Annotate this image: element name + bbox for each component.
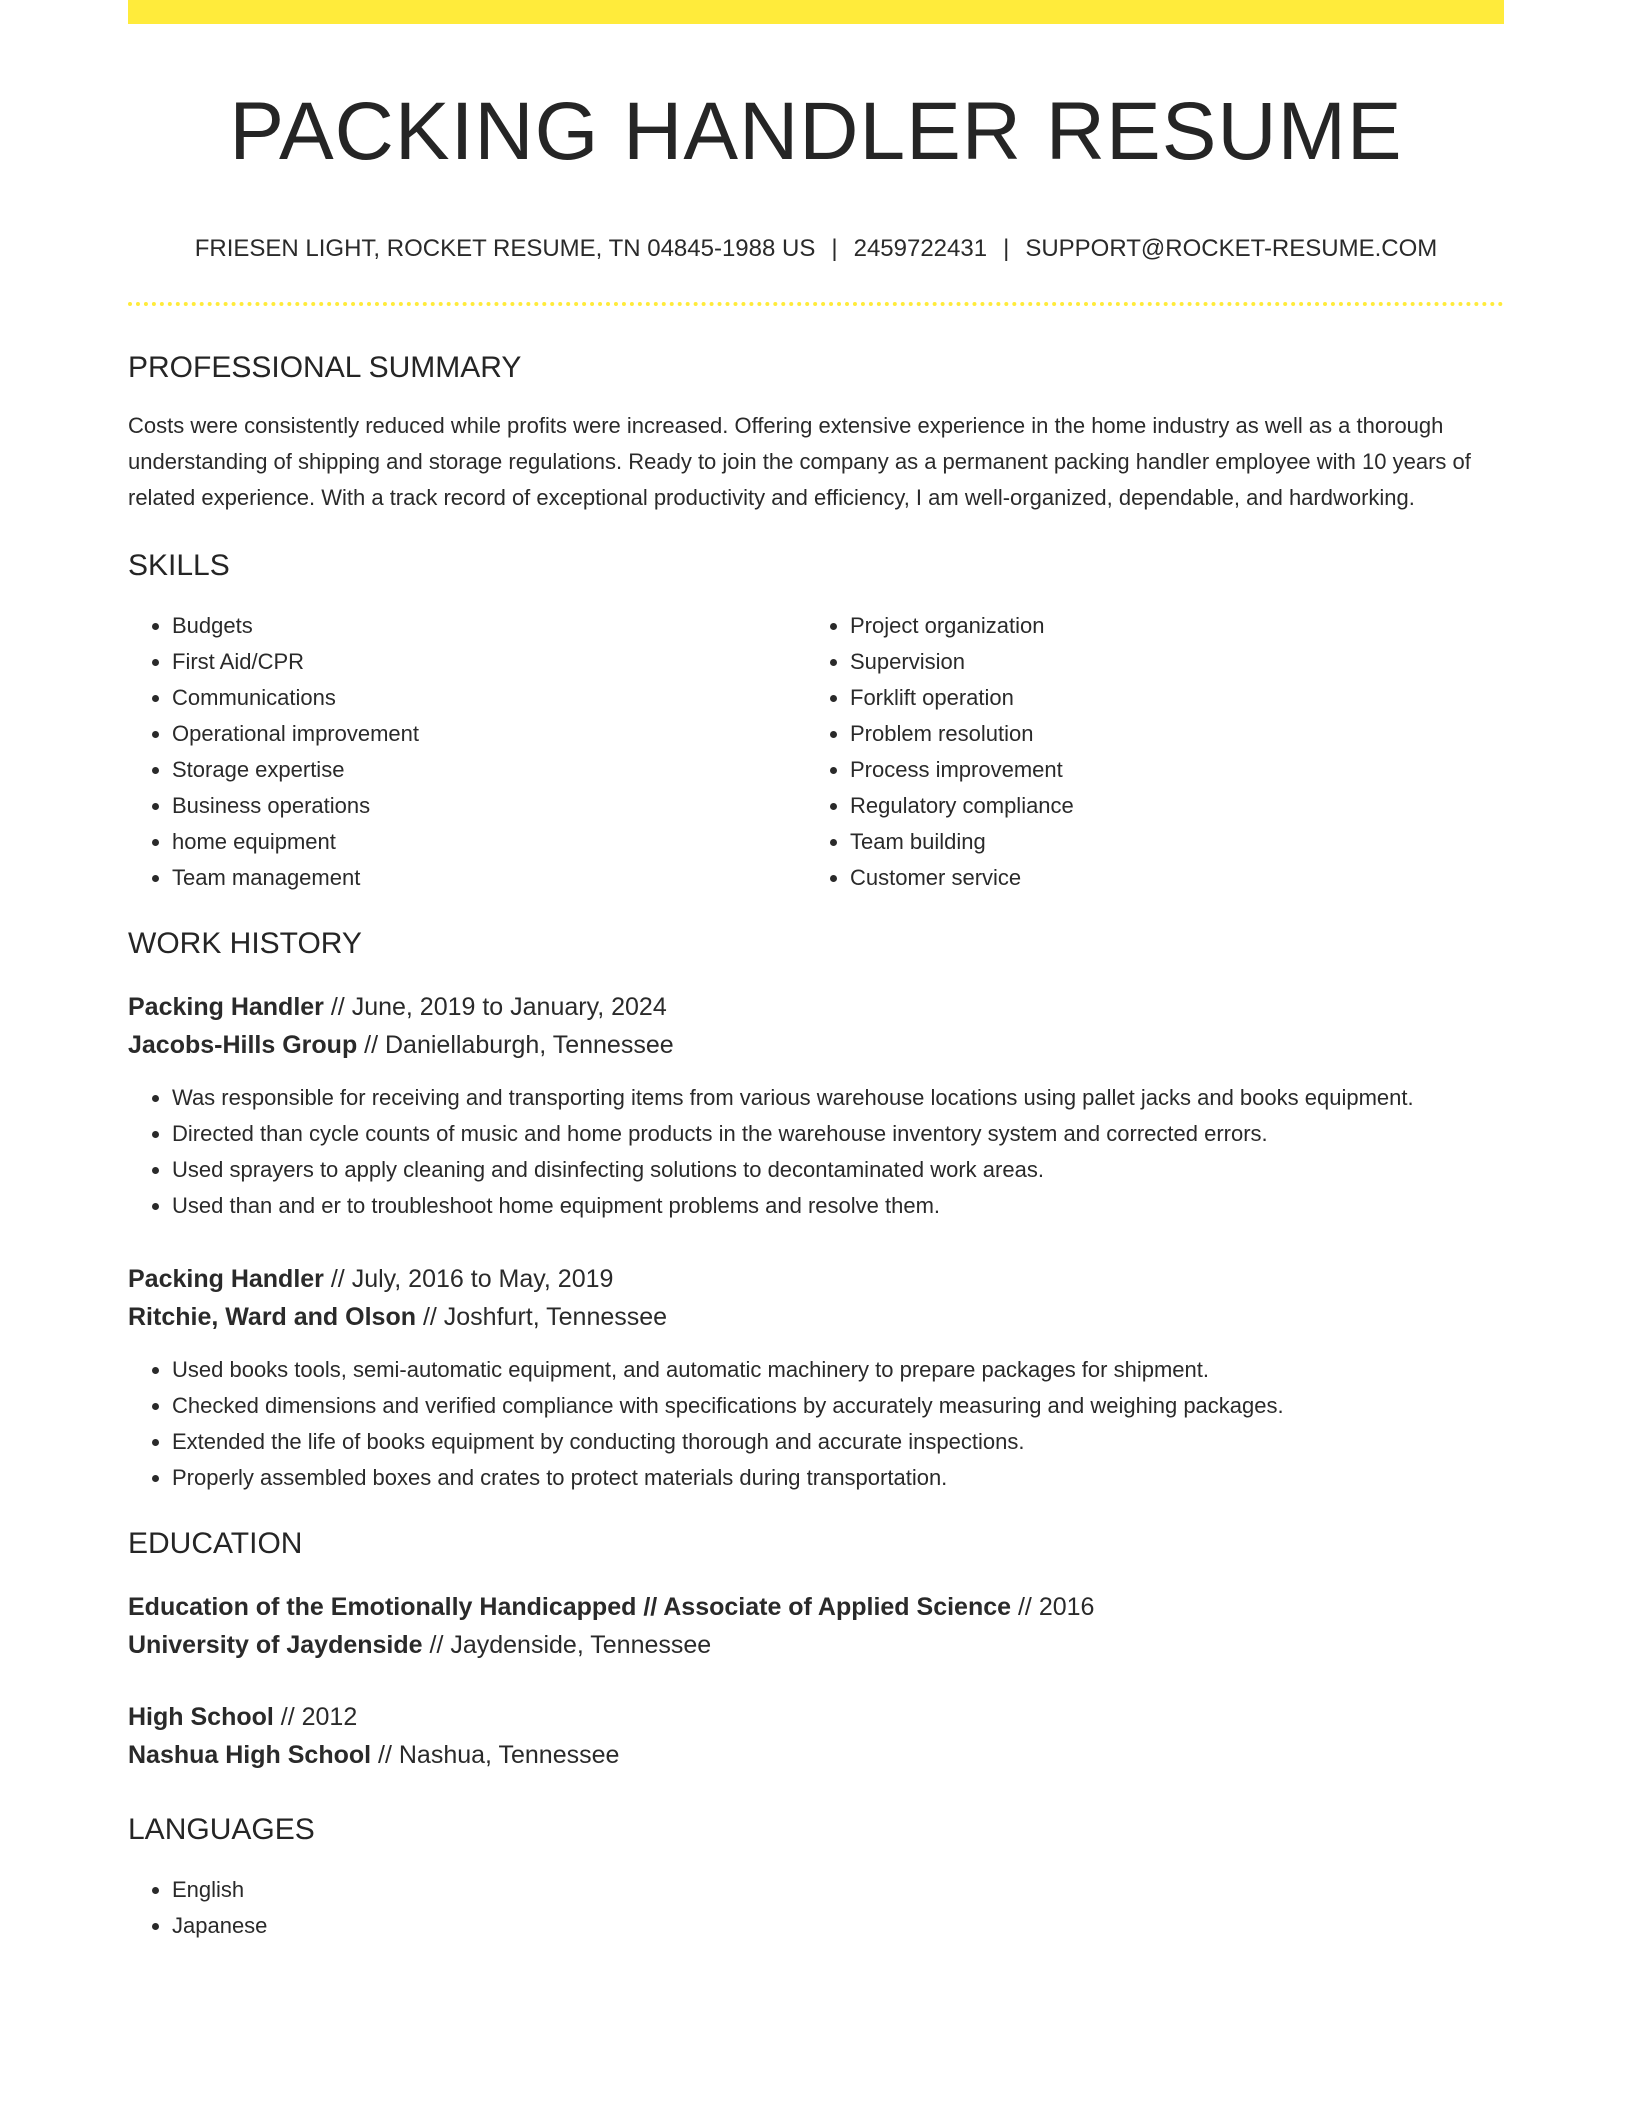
job-bullet: • Used sprayers to apply cleaning and disinfecting solutions to decontaminated work areas. xyxy=(172,1152,1504,1188)
education-heading: EDUCATION xyxy=(128,1527,303,1560)
job-location: // Joshfurt, Tennessee xyxy=(416,1303,668,1331)
job-company-line xyxy=(128,1026,1504,1064)
language-item: • English xyxy=(172,1872,1504,1908)
job-title: Packing Handler xyxy=(128,1265,324,1293)
languages-heading: LANGUAGES xyxy=(128,1813,315,1846)
page-title: PACKING HANDLER RESUME xyxy=(229,86,1403,177)
skill-item: • Forklift operation xyxy=(850,680,1484,716)
job-bullet: • Was responsible for receiving and transporting items from various warehouse locations using pallet jacks and books equipment. xyxy=(172,1080,1504,1116)
resume-page xyxy=(128,0,1504,1944)
skill-item: • Project organization xyxy=(850,608,1484,644)
skill-item: • Storage expertise xyxy=(172,752,806,788)
job-title-line xyxy=(128,1260,1504,1298)
contact-separator: | xyxy=(831,235,838,262)
skills-heading: SKILLS xyxy=(128,549,230,582)
skill-item: • Supervision xyxy=(850,644,1484,680)
skill-item: • Communications xyxy=(172,680,806,716)
skill-item: • home equipment xyxy=(172,824,806,860)
skill-item: • Team management xyxy=(172,860,806,896)
work-history-heading: WORK HISTORY xyxy=(128,927,362,960)
contact-separator: | xyxy=(1003,235,1010,262)
accent-bar xyxy=(128,0,1504,24)
school-location: // Jaydenside, Tennessee xyxy=(422,1631,712,1659)
job-dates: // July, 2016 to May, 2019 xyxy=(323,1265,614,1293)
skill-item: • Problem resolution xyxy=(850,716,1484,752)
job-bullet: • Properly assembled boxes and crates to protect materials during transportation. xyxy=(172,1460,1504,1496)
skill-item: • Regulatory compliance xyxy=(850,788,1484,824)
degree-line xyxy=(128,1698,1504,1736)
job-bullets xyxy=(128,1080,1504,1224)
degree: High School xyxy=(128,1703,274,1731)
contact-line xyxy=(128,234,1504,264)
degree-year: // 2012 xyxy=(273,1703,358,1731)
skill-item: • Process improvement xyxy=(850,752,1484,788)
school-name: Nashua High School xyxy=(128,1741,372,1769)
school-line xyxy=(128,1626,1504,1664)
job-title: Packing Handler xyxy=(128,993,324,1021)
degree: Education of the Emotionally Handicapped // Associate of Applied Science xyxy=(128,1593,1012,1621)
skill-item: • Budgets xyxy=(172,608,806,644)
job-company: Ritchie, Ward and Olson xyxy=(128,1303,416,1331)
degree-line xyxy=(128,1588,1504,1626)
skill-item: • First Aid/CPR xyxy=(172,644,806,680)
skill-item: • Operational improvement xyxy=(172,716,806,752)
summary-heading: PROFESSIONAL SUMMARY xyxy=(128,351,522,384)
school-line xyxy=(128,1736,1504,1774)
job-bullet: • Directed than cycle counts of music and home products in the warehouse inventory system and corrected errors. xyxy=(172,1116,1504,1152)
contact-address: FRIESEN LIGHT, ROCKET RESUME, TN 04845-1988 US xyxy=(194,235,816,262)
skills-column-right xyxy=(806,608,1484,896)
job-bullet: • Extended the life of books equipment by conducting thorough and accurate inspections. xyxy=(172,1424,1504,1460)
skill-item: • Team building xyxy=(850,824,1484,860)
job-entry xyxy=(128,1260,1504,1496)
skills-column-left xyxy=(128,608,806,896)
job-bullet: • Used than and er to troubleshoot home equipment problems and resolve them. xyxy=(172,1188,1504,1224)
dotted-divider xyxy=(128,302,1504,306)
job-dates: // June, 2019 to January, 2024 xyxy=(323,993,667,1021)
job-company-line xyxy=(128,1298,1504,1336)
education-entry xyxy=(128,1698,1504,1774)
education-entry xyxy=(128,1588,1504,1664)
job-bullet: • Checked dimensions and verified compliance with specifications by accurately measuring and weighing packages. xyxy=(172,1388,1504,1424)
degree-year: // 2016 xyxy=(1011,1593,1095,1621)
job-entry xyxy=(128,988,1504,1224)
job-company: Jacobs-Hills Group xyxy=(128,1031,358,1059)
skill-item: • Customer service xyxy=(850,860,1484,896)
job-bullets xyxy=(128,1352,1504,1496)
skills-list xyxy=(128,608,1504,896)
school-name: University of Jaydenside xyxy=(128,1631,423,1659)
skill-item: • Business operations xyxy=(172,788,806,824)
summary-text: Costs were consistently reduced while profits were increased. Offering extensive experience in the home industry as well as a thorough understanding of shipping and storage regulations. Ready to join the company as a permanent packing handler employee with 10 years of related experience. With a track record of exceptional productivity and efficiency, I am well-organized, dependable, and hardworking. xyxy=(128,413,1471,510)
language-item: • Japanese xyxy=(172,1908,1504,1944)
contact-phone: 2459722431 xyxy=(853,235,988,262)
languages-list xyxy=(128,1872,1504,1944)
school-location: // Nashua, Tennessee xyxy=(371,1741,620,1769)
job-bullet: • Used books tools, semi-automatic equipment, and automatic machinery to prepare packages for shipment. xyxy=(172,1352,1504,1388)
job-location: // Daniellaburgh, Tennessee xyxy=(357,1031,674,1059)
contact-email: SUPPORT@ROCKET-RESUME.COM xyxy=(1025,235,1438,262)
job-title-line xyxy=(128,988,1504,1026)
